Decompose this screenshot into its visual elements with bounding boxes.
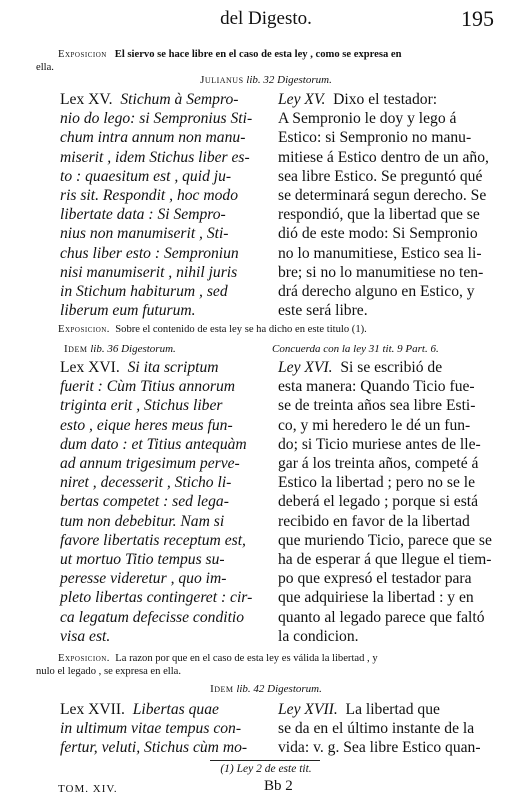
spanish-line: no lo manumitiese, Estico sea li- <box>278 244 482 262</box>
source-citation-2 <box>64 343 264 355</box>
source-rest: lib. 32 Digestorum. <box>246 74 332 86</box>
spanish-line: se de treinta años sea libre Esti- <box>278 397 476 415</box>
latin-line: fuerit : Cùm Titius annorum <box>60 378 236 396</box>
latin-line: chus liber esto : Semproniun <box>60 244 239 262</box>
latin-line: Libertas quae <box>132 701 219 718</box>
latin-line: pleto libertas contingeret : cir- <box>60 589 253 607</box>
exposition-text: El siervo se hace libre en el caso de esta ley , como se expresa en <box>114 49 402 60</box>
spanish-line: deberá el legado ; porque si está <box>278 493 479 511</box>
latin-line: to : quaesitum est , quid ju- <box>60 167 232 185</box>
spanish-line: po que expresó el testador para <box>278 570 472 588</box>
spanish-line: do; si Ticio muriese antes de lle- <box>278 435 481 453</box>
source-rest: lib. 42 Digestorum. <box>236 683 322 695</box>
spanish-line: se da en el último instante de la <box>278 720 475 738</box>
latin-line: liberum eum futurum. <box>60 302 196 320</box>
exposition-text: Sobre el contenido de esta ley se ha dicho en este titulo (1). <box>115 324 367 335</box>
spanish-line: gar á los treinta años, competé á <box>278 455 479 473</box>
source-author: Julianus <box>200 74 244 86</box>
exposition-text: La razon por que en el caso de esta ley es válida la libertad , y <box>115 653 378 664</box>
signature-mark: Bb 2 <box>264 778 293 794</box>
exposition-label: Exposicion. <box>58 653 110 664</box>
latin-line: Si ita scriptum <box>127 359 219 376</box>
law-number-latin: Lex XVII. <box>60 701 125 718</box>
exposition-label: Exposicion. <box>58 324 110 335</box>
latin-line: ris sit. Respondit , hoc modo <box>60 187 239 205</box>
spanish-line: respondió, que la libertad que se <box>278 206 480 224</box>
spanish-line: dió de este modo: Si Sempronio <box>278 225 478 243</box>
volume-marker: TOM. XIV. <box>58 783 118 795</box>
law-number-latin: Lex XVI. <box>60 359 120 376</box>
law-number-spanish: Ley XVI. <box>278 359 333 376</box>
latin-line: peresse videretur , quo im- <box>60 570 227 588</box>
latin-line: nius non manumiserit , Sti- <box>60 225 229 243</box>
latin-line: in Stichum habiturum , sed <box>60 283 228 301</box>
law-number-latin: Lex XV. <box>60 91 113 108</box>
spanish-line: quanto al legado parece que faltó <box>278 608 485 626</box>
latin-line: Stichum à Sempro- <box>120 91 239 108</box>
spanish-line: Si se escribió de <box>340 359 443 376</box>
latin-line: visa est. <box>60 627 111 645</box>
exposition-2 <box>58 323 498 336</box>
running-head: del Digesto. <box>220 8 312 29</box>
latin-line: triginta erit , Stichus liber <box>60 397 223 415</box>
spanish-line: ha de esperar á que llegue el tiem- <box>278 551 492 569</box>
latin-line: nio do lego: si Sempronius Sti- <box>60 110 253 128</box>
spanish-line: La libertad que <box>345 701 440 718</box>
law-number-spanish: Ley XVII. <box>278 701 338 718</box>
spanish-line: Dixo el testador: <box>333 91 438 108</box>
latin-column-3 <box>60 700 270 758</box>
spanish-line: este será libre. <box>278 302 368 320</box>
footnote: (1) Ley 2 de este tit. <box>220 763 312 775</box>
latin-line: tum non debebitur. Nam si <box>60 512 225 530</box>
concordance-citation: Concuerda con la ley 31 tit. 9 Part. 6. <box>272 343 439 355</box>
spanish-line: vida: v. g. Sea libre Estico quan- <box>278 739 481 757</box>
source-citation-3 <box>0 683 532 695</box>
latin-line: fertur, veluti, Stichus cùm mo- <box>60 739 248 757</box>
spanish-column-1 <box>278 90 498 320</box>
latin-line: nisi manumiserit , nihil juris <box>60 263 238 281</box>
spanish-line: esta manera: Quando Ticio fue- <box>278 378 475 396</box>
latin-line: niret , decesserit , Sticho li- <box>60 474 232 492</box>
exposition-1-cont: ella. <box>36 62 54 73</box>
latin-line: chum intra annum non manu- <box>60 129 246 147</box>
spanish-line: Estico la libertad ; pero no se le <box>278 474 476 492</box>
spanish-line: recibido en favor de la libertad <box>278 512 470 530</box>
law-number-spanish: Ley XV. <box>278 91 326 108</box>
source-citation-1 <box>0 74 532 86</box>
latin-line: ut mortuo Titio tempus su- <box>60 551 225 569</box>
latin-line: esto , eique heres meus fun- <box>60 416 233 434</box>
exposition-label: Exposicion <box>58 49 107 60</box>
latin-column-1 <box>60 90 270 320</box>
spanish-line: co, y mi heredero le dé un fun- <box>278 416 471 434</box>
spanish-line: que muriendo Ticio, parece que se <box>278 531 492 549</box>
spanish-line: la condicion. <box>278 627 359 645</box>
spanish-line: bre; si no lo manumitiese no ten- <box>278 263 484 281</box>
spanish-line: sea libre Estico. Se preguntó qué <box>278 167 483 185</box>
source-rest: lib. 36 Digestorum. <box>90 343 176 355</box>
exposition-1 <box>58 48 478 61</box>
latin-line: ca legatum defecisse conditio <box>60 608 245 626</box>
latin-line: in ultimum vitae tempus con- <box>60 720 242 738</box>
latin-column-2 <box>60 358 270 646</box>
spanish-line: mitiese á Estico dentro de un año, <box>278 148 489 166</box>
source-author: Idem <box>210 683 234 695</box>
latin-line: miserit , idem Stichus liber es- <box>60 148 250 166</box>
latin-line: favore libertatis receptum est, <box>60 531 246 549</box>
spanish-line: se determinará segun derecho. Se <box>278 187 487 205</box>
spanish-column-3 <box>278 700 498 758</box>
exposition-3 <box>58 652 508 665</box>
page-number: 195 <box>461 6 494 31</box>
latin-line: bertas competet : sed lega- <box>60 493 229 511</box>
latin-line: libertate data : Si Sempro- <box>60 206 226 224</box>
spanish-column-2 <box>278 358 498 646</box>
latin-line: ad annum trigesimum perve- <box>60 455 240 473</box>
exposition-3-cont: nulo el legado , se expresa en ella. <box>36 666 182 677</box>
spanish-line: Estico: si Sempronio no manu- <box>278 129 472 147</box>
spanish-line: A Sempronio le doy y lego á <box>278 110 457 128</box>
spanish-line: que adquiriese la libertad : y en <box>278 589 474 607</box>
source-author: Idem <box>64 343 88 355</box>
spanish-line: drá derecho alguno en Estico, y <box>278 283 475 301</box>
latin-line: dum dato : et Titius antequàm <box>60 435 247 453</box>
footnote-rule <box>210 760 320 761</box>
